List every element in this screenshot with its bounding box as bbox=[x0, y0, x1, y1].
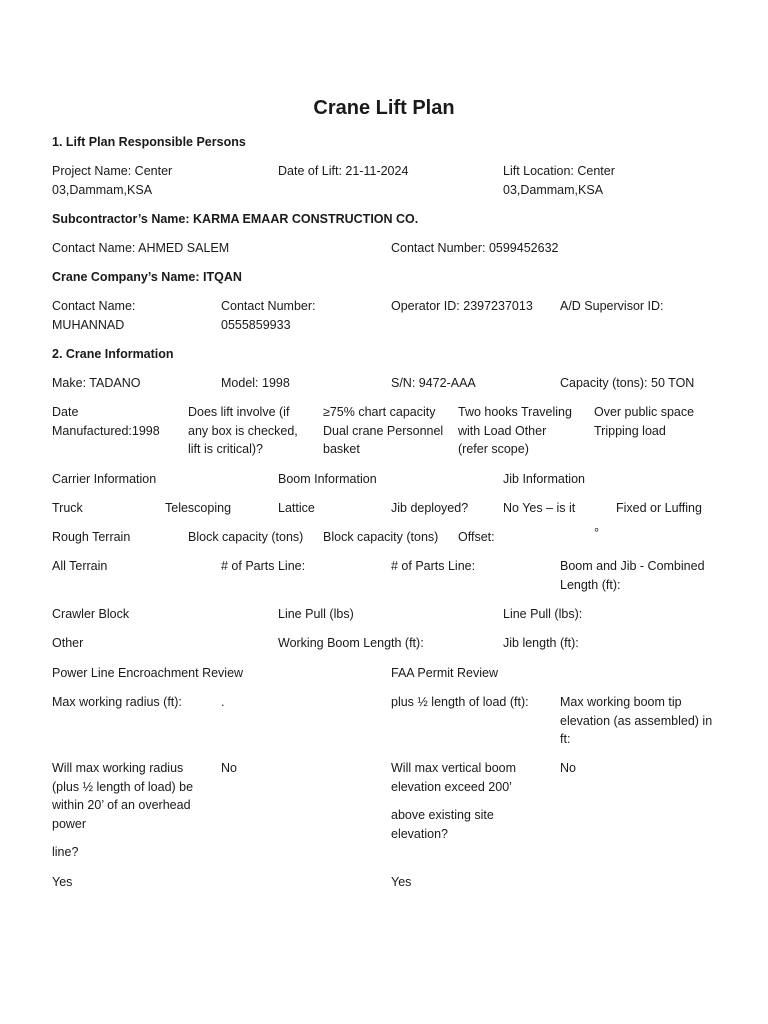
working-boom-length: Working Boom Length (ft): bbox=[278, 636, 424, 650]
lift-involve-question: Does lift involve (if any box is checked, lift is critical)? bbox=[188, 405, 298, 456]
boom-telescoping: Telescoping bbox=[165, 501, 232, 515]
boom-jib-combined-length: Boom and Jib - Combined Length (ft): bbox=[560, 559, 705, 592]
jib-offset: Offset: bbox=[458, 530, 495, 544]
supervisor-id: A/D Supervisor ID: bbox=[560, 299, 664, 313]
boom-lattice: Lattice bbox=[278, 501, 315, 515]
carrier-information: Carrier Information bbox=[52, 472, 157, 486]
crane-serial: S/N: 9472-AAA bbox=[391, 376, 476, 390]
jib-parts-line: # of Parts Line: bbox=[391, 559, 476, 573]
jib-fixed-luffing: Fixed or Luffing bbox=[616, 501, 702, 515]
offset-degree: ° bbox=[594, 526, 599, 540]
carrier-truck: Truck bbox=[52, 501, 83, 515]
jib-length: Jib length (ft): bbox=[503, 636, 579, 650]
boom-information: Boom Information bbox=[278, 472, 377, 486]
jib-deployed: Jib deployed? bbox=[391, 501, 469, 515]
jib-block-capacity: Block capacity (tons) bbox=[323, 530, 439, 544]
faa-yes: Yes bbox=[391, 875, 412, 889]
crane-contact-name: Contact Name: MUHANNAD bbox=[52, 299, 136, 332]
radius-overhead-answer: No bbox=[221, 761, 237, 775]
crane-company-label: Crane Company’s Name: bbox=[52, 270, 203, 284]
carrier-crawler-block: Crawler Block bbox=[52, 607, 130, 621]
crane-capacity: Capacity (tons): 50 TON bbox=[560, 376, 695, 390]
public-space-options: Over public space Tripping load bbox=[594, 405, 695, 438]
carrier-rough-terrain: Rough Terrain bbox=[52, 530, 131, 544]
subcontractor-label: Subcontractor’s Name: bbox=[52, 212, 194, 226]
date-of-lift: Date of Lift: 21-11-2024 bbox=[278, 164, 409, 178]
power-line-review: Power Line Encroachment Review bbox=[52, 666, 244, 680]
vertical-elevation-question: Will max vertical boom elevation exceed 200’ bbox=[391, 761, 517, 794]
two-hooks-options: Two hooks Traveling with Load Other (refer scope) bbox=[458, 405, 572, 456]
carrier-all-terrain: All Terrain bbox=[52, 559, 108, 573]
vertical-elevation-answer: No bbox=[560, 761, 576, 775]
line-question: line? bbox=[52, 845, 79, 859]
power-line-yes: Yes bbox=[52, 875, 73, 889]
contact-number: Contact Number: 0599452632 bbox=[391, 241, 559, 255]
radius-value-dot: . bbox=[221, 695, 225, 709]
operator-id: Operator ID: 2397237013 bbox=[391, 299, 533, 313]
jib-information: Jib Information bbox=[503, 472, 585, 486]
subcontractor-value: KARMA EMAAR CONSTRUCTION CO. bbox=[193, 212, 419, 226]
boom-parts-line: # of Parts Line: bbox=[221, 559, 306, 573]
jib-no-yes: No Yes – is it bbox=[503, 501, 576, 515]
boom-line-pull: Line Pull (lbs) bbox=[278, 607, 354, 621]
boom-block-capacity: Block capacity (tons) bbox=[188, 530, 304, 544]
section-heading-responsible-persons: 1. Lift Plan Responsible Persons bbox=[52, 135, 246, 149]
faa-permit-review: FAA Permit Review bbox=[391, 666, 498, 680]
crane-model: Model: 1998 bbox=[221, 376, 290, 390]
max-working-radius: Max working radius (ft): bbox=[52, 695, 182, 709]
max-boom-tip-elevation: Max working boom tip elevation (as assembled) in ft: bbox=[560, 695, 713, 746]
chart-capacity-options: ≥75% chart capacity Dual crane Personnel basket bbox=[323, 405, 444, 456]
crane-make: Make: TADANO bbox=[52, 376, 141, 390]
page-title: Crane Lift Plan bbox=[313, 97, 455, 119]
crane-company-value: ITQAN bbox=[202, 270, 242, 284]
plus-half-length: plus ½ length of load (ft): bbox=[391, 695, 529, 709]
carrier-other: Other bbox=[52, 636, 84, 650]
jib-line-pull: Line Pull (lbs): bbox=[503, 607, 583, 621]
section-heading-crane-information: 2. Crane Information bbox=[52, 347, 174, 361]
contact-name: Contact Name: AHMED SALEM bbox=[52, 241, 230, 255]
date-manufactured: Date Manufactured:1998 bbox=[52, 405, 160, 438]
crane-company-name bbox=[52, 268, 452, 287]
crane-contact-number: Contact Number: 0555859933 bbox=[221, 299, 316, 332]
lift-location: Lift Location: Center 03,Dammam,KSA bbox=[503, 164, 615, 197]
above-site-elevation: above existing site elevation? bbox=[391, 808, 494, 841]
project-name: Project Name: Center 03,Dammam,KSA bbox=[52, 164, 173, 197]
radius-overhead-question: Will max working radius (plus ½ length of load) be within 20’ of an overhead power bbox=[52, 761, 194, 831]
subcontractor-name bbox=[52, 210, 652, 229]
